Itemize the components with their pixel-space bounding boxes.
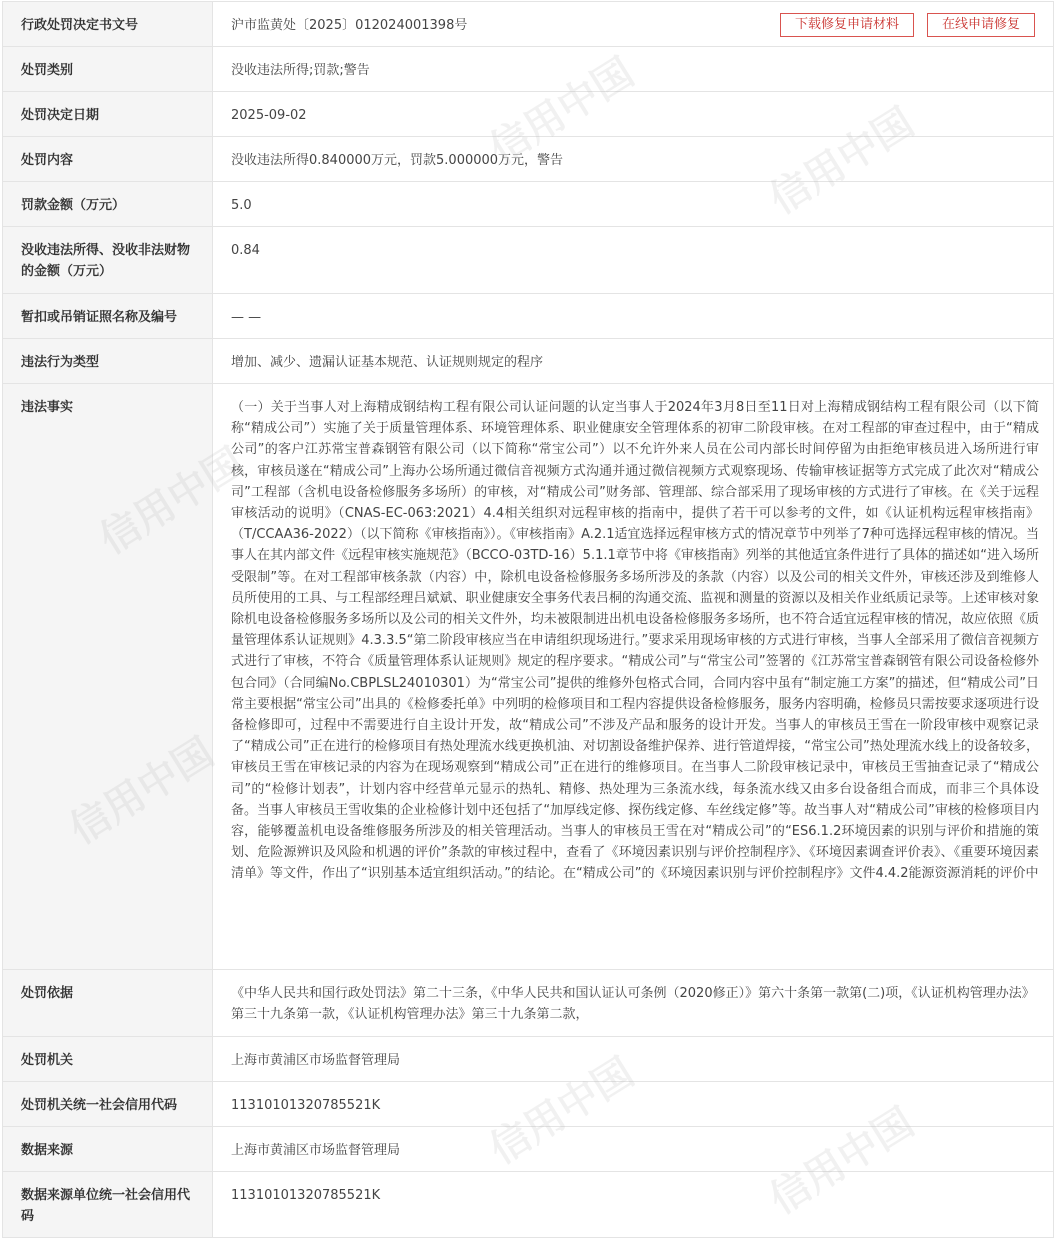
decision-number: 沪市监黄处〔2025〕012024001398号	[231, 18, 468, 33]
row-label: 处罚依据	[3, 970, 213, 1037]
row-label: 数据来源单位统一社会信用代码	[3, 1172, 213, 1238]
penalty-detail-table	[2, 1, 1054, 1238]
row-label: 暂扣或吊销证照名称及编号	[3, 294, 213, 339]
row-license	[3, 294, 1054, 339]
row-value: 5.0	[213, 182, 1054, 227]
row-value: 增加、减少、遗漏认证基本规范、认证规则规定的程序	[213, 339, 1054, 384]
row-source-code	[3, 1172, 1054, 1238]
row-fine	[3, 182, 1054, 227]
row-label: 没收违法所得、没收非法财物的金额（万元）	[3, 227, 213, 294]
row-date	[3, 92, 1054, 137]
row-label: 处罚类别	[3, 47, 213, 92]
row-basis	[3, 970, 1054, 1037]
watermark: 信用中国	[481, 49, 642, 174]
watermark: 信用中国	[481, 1049, 642, 1174]
row-label: 处罚决定日期	[3, 92, 213, 137]
row-value: 上海市黄浦区市场监督管理局	[213, 1037, 1054, 1082]
row-violation-type	[3, 339, 1054, 384]
row-value: （一）关于当事人对上海精成钢结构工程有限公司认证问题的认定当事人于2024年3月8日至11日对上海精成钢结构工程有限公司（以下简称“精成公司”）实施了关于质量管理体系、环境管理体系、职业健康安全管理体系的初审二阶段审核。在对工程部的审查过程中，由于“精成公司”的客户江苏常宝普森钢管有限公司（以下简称“常宝公司”）以不允许外来人员在公司内部长时间停留为由拒绝审核员进入场所进行审核，审核员遂在“精成公司”上海办公场所通过微信音视频方式沟通并通过微信视频方式观察现场、传输审核证据等方式完成了此次对“精成公司”工程部（含机电设备检修服务多场所）的审核，对“精成公司”财务部、管理部、综合部采用了现场审核的方式进行了审核。在《关于远程审核活动的说明》（CNAS-EC-063:2021）4.4相关组织对远程审核的指南中，提供了若干可以参考的文件，如《认证机构远程审核指南》（T/CCAA36-2022）（以下简称《审核指南》）。《审核指南》A.2.1适宜选择远程审核方式的情况章节中列举了7种可选择远程审核的情况。当事人在其内部文件《远程审核实施规范》（BCCO-03TD-16）5.1.1章节中将《审核指南》列举的其他适宜条件进行了具体的描述如“进入场所受限制”等。在对工程部审核条款（内容）中，除机电设备检修服务多场所涉及的条款（内容）以及公司的相关文件外，审核还涉及到维修人员所使用的工具、与工程部经理吕斌斌、职业健康安全事务代表吕桐的沟通交流、监视和测量的资源以及相关作业纸质记录等。上述审核对象除机电设备检修服务多场所以及公司的相关文件外，均未被限制进出机电设备检修服务多场所，也不符合适宜远程审核的情况，故应依照《质量管理体系认证规则》4.3.3.5“第二阶段审核应当在申请组织现场进行。”要求采用现场审核的方式进行审核，当事人全部采用了微信音视频方式进行了审核，不符合《质量管理体系认证规则》规定的程序要求。“精成公司”与“常宝公司”签署的《江苏常宝普森钢管有限公司设备检修外包合同》（合同编No.CBPLSL24010301）为“常宝公司”提供的维修外包格式合同，合同内容中虽有“制定施工方案”的描述，但“精成公司”日常主要根据“常宝公司”出具的《检修委托单》中列明的检修项目和工程内容提供设备检修服务，服务内容明确，检修员只需按要求逐项进行设备检修即可，过程中不需要进行自主设计开发，故“精成公司”不涉及产品和服务的设计开发。当事人的审核员王雪在一阶段审核中观察记录了“精成公司”正在进行的检修项目有热处理流水线更换机油、对切割设备维护保养、进行管道焊接，“常宝公司”热处理流水线上的设备较多，审核员王雪在审核记录的内容为在现场观察到“精成公司”正在进行的维修项目。在当事人二阶段审核记录中，审核员王雪抽查记录了“精成公司”的“检修计划表”，计划内容中经营单元显示的热轧、精修、热处理为三条流水线，每条流水线又由多台设备组合而成，而非三个具体设备。当事人审核员王雪收集的企业检修计划中还包括了“加厚线定修、探伤线定修、车丝线定修”等。故当事人对“精成公司”审核的检修项目内容，能够覆盖机电设备维修服务所涉及的相关管理活动。当事人的审核员王雪在对“精成公司”的“ES6.1.2环境因素的识别与评价和措施的策划、危险源辨识及风险和机遇的评价”条款的审核过程中，查看了《环境因素识别与评价控制程序》、《环境因素调查评价表》、《重要环境因素清单》等文件，作出了“识别基本适宜组织活动。”的结论。在“精成公司”的《环境因素识别与评价控制程序》文件4.4.2能源资源消耗的评价中	[213, 384, 1054, 970]
row-label: 数据来源	[3, 1127, 213, 1172]
row-label: 违法事实	[3, 384, 213, 970]
download-repair-materials-button[interactable]: 下载修复申请材料	[780, 13, 914, 37]
watermark: 信用中国	[761, 99, 922, 224]
row-authority	[3, 1037, 1054, 1082]
action-buttons	[780, 13, 1035, 37]
row-value: 11310101320785521K	[213, 1172, 1054, 1238]
row-value: 《中华人民共和国行政处罚法》第二十三条，《中华人民共和国认证认可条例（2020修正）》第六十条第一款第(二)项，《认证机构管理办法》第三十九条第一款，《认证机构管理办法》第三十九条第二款，	[213, 970, 1054, 1037]
row-source	[3, 1127, 1054, 1172]
row-category	[3, 47, 1054, 92]
row-value: 没收违法所得;罚款;警告	[213, 47, 1054, 92]
row-value: 没收违法所得0.840000万元，罚款5.000000万元，警告	[213, 137, 1054, 182]
row-value: 0.84	[213, 227, 1054, 294]
row-confiscation	[3, 227, 1054, 294]
online-repair-application-button[interactable]: 在线申请修复	[927, 13, 1035, 37]
row-authority-code	[3, 1082, 1054, 1127]
row-label: 违法行为类型	[3, 339, 213, 384]
row-decision-number	[3, 2, 1054, 47]
row-label: 处罚机关	[3, 1037, 213, 1082]
row-value: — —	[213, 294, 1054, 339]
row-value: 上海市黄浦区市场监督管理局	[213, 1127, 1054, 1172]
row-label: 行政处罚决定书文号	[3, 2, 213, 47]
watermark: 信用中国	[761, 1099, 922, 1224]
row-label: 罚款金额（万元）	[3, 182, 213, 227]
row-label: 处罚内容	[3, 137, 213, 182]
row-value: 2025-09-02	[213, 92, 1054, 137]
row-content	[3, 137, 1054, 182]
row-value: 11310101320785521K	[213, 1082, 1054, 1127]
row-label: 处罚机关统一社会信用代码	[3, 1082, 213, 1127]
row-facts	[3, 384, 1054, 970]
